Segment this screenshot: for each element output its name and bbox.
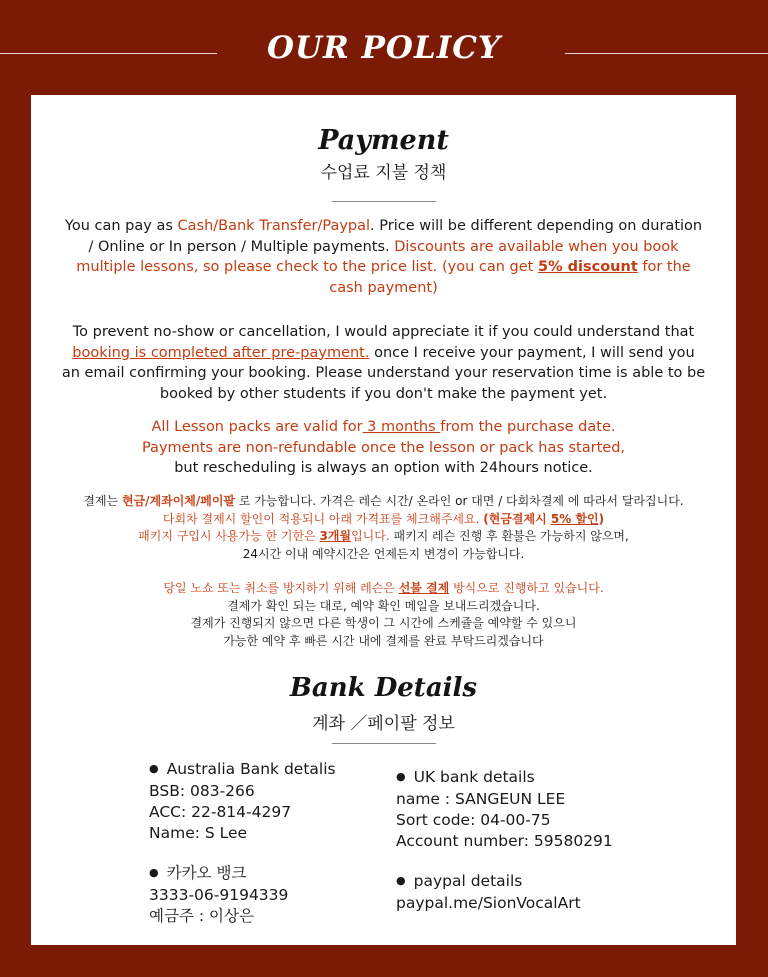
bank-detail-line: Sort code: 04-00-75 — [396, 811, 551, 829]
cash-discount-link[interactable]: 5% discount — [537, 259, 638, 275]
validity-text: All Lesson packs are valid for — [151, 419, 363, 435]
text: 결제가 확인 되는 대로, 예약 확인 메일을 보내드리겠습니다. — [227, 598, 540, 613]
bank-detail-line: 예금주 : 이상은 — [149, 907, 254, 925]
bank-detail-line: BSB: 083-266 — [149, 782, 255, 800]
bank-details-right — [396, 767, 613, 933]
prepayment-link[interactable]: booking is completed after pre-payment. — [72, 344, 370, 361]
bank-block-heading: ● 카카오 뱅크 — [149, 863, 336, 885]
uk-bank-block — [396, 767, 613, 852]
text: 패키지 레슨 진행 후 환불은 가능하지 않으며, — [389, 529, 629, 543]
refund-text: Payments are non-refundable once the lesson or pack has started, — [141, 439, 626, 456]
page-title: OUR POLICY — [266, 30, 501, 66]
bank-detail-line: name : SANGEUN LEE — [396, 790, 566, 808]
bank-detail-line: 3333-06-9194339 — [149, 886, 289, 904]
prepayment-paragraph — [61, 322, 706, 404]
bank-detail-line: ACC: 22-814-4297 — [149, 803, 292, 821]
korean-cash-note: (현금결제시 — [483, 511, 551, 526]
bank-block-heading: ● paypal details — [396, 871, 613, 893]
bank-detail-line: Account number: 59580291 — [396, 832, 613, 850]
bank-details-left — [149, 759, 336, 946]
korean-validity-note: 패키지 구입시 사용가능 한 기한은 — [138, 529, 320, 543]
kakao-bank-block — [149, 863, 336, 927]
text: 결제가 진행되지 않으면 다른 학생이 그 시간에 스케쥴을 예약할 수 있으니 — [190, 616, 577, 630]
text: once I receive your payment, I will send you an email confirming your booking. Please understand your reservation time is able to be booked by other students if you don't make the payment yet. — [61, 344, 706, 402]
korean-validity-note-end: 입니다. — [351, 529, 390, 543]
policy-card — [31, 95, 736, 945]
validity-text-end: from the purchase date. — [440, 419, 616, 435]
korean-prepayment-paragraph — [61, 580, 706, 650]
text: You can pay as — [64, 218, 178, 234]
payment-methods-paragraph — [61, 216, 706, 298]
discount-note: Discounts are available when you book multiple lessons, so please check to the price list. (you can get — [76, 238, 679, 275]
korean-discount-note: 다회차 결제시 할인이 적용되니 아래 가격표를 체크해주세요. — [162, 511, 484, 526]
bank-title: Bank Details — [289, 673, 478, 703]
korean-discount-link[interactable]: 5% 할인 — [550, 511, 599, 526]
bank-subtitle: 계좌 ／페이팔 정보 — [312, 714, 455, 734]
korean-validity-months: 3개월 — [319, 529, 352, 543]
korean-methods-highlight: 현금/계좌이체/페이팔 — [121, 494, 236, 508]
reschedule-text: but rescheduling is always an option with 24hours notice. — [174, 460, 593, 476]
payment-title: Payment — [318, 125, 449, 156]
australia-bank-block — [149, 759, 336, 844]
bank-detail-line: Name: S Lee — [149, 824, 248, 842]
bank-divider — [332, 743, 436, 744]
paypal-block — [396, 871, 613, 914]
korean-cash-note-end: ) — [598, 511, 605, 526]
text: 가능한 예약 후 빠른 시간 내에 결제를 완료 부탁드리겠습니다 — [223, 633, 544, 648]
text: 로 가능합니다. 가격은 레슨 시간/ 온라인 or 대면 / 다회차결제 에 따라서 달라집니다. — [235, 494, 684, 508]
text: To prevent no-show or cancellation, I would appreciate it if you could understand that — [72, 324, 695, 340]
korean-payment-paragraph — [61, 493, 706, 563]
validity-months: 3 months — [362, 419, 441, 435]
validity-paragraph — [61, 417, 706, 479]
bank-block-heading: ● Australia Bank detalis — [149, 759, 336, 781]
text: 24시간 이내 예약시간은 언제든지 변경이 가능합니다. — [242, 546, 525, 561]
payment-subtitle: 수업료 지불 정책 — [320, 163, 447, 183]
korean-prepay-note-end: 방식으로 진행하고 있습니다. — [449, 581, 604, 595]
payment-methods-highlight: Cash/Bank Transfer/Paypal — [177, 218, 371, 234]
text: 결제는 — [83, 494, 122, 508]
payment-divider — [332, 201, 436, 202]
text: . Price will be different depending on duration / Online or In person / Multiple payments. — [88, 218, 703, 255]
discount-note-end: for the cash payment) — [329, 259, 691, 296]
korean-prepay-link[interactable]: 선불 결제 — [398, 581, 450, 595]
bank-block-heading: ● UK bank details — [396, 767, 613, 789]
korean-prepay-note: 당일 노쇼 또는 취소를 방지하기 위해 레슨은 — [163, 581, 399, 595]
paypal-link[interactable]: paypal.me/SionVocalArt — [396, 894, 581, 912]
